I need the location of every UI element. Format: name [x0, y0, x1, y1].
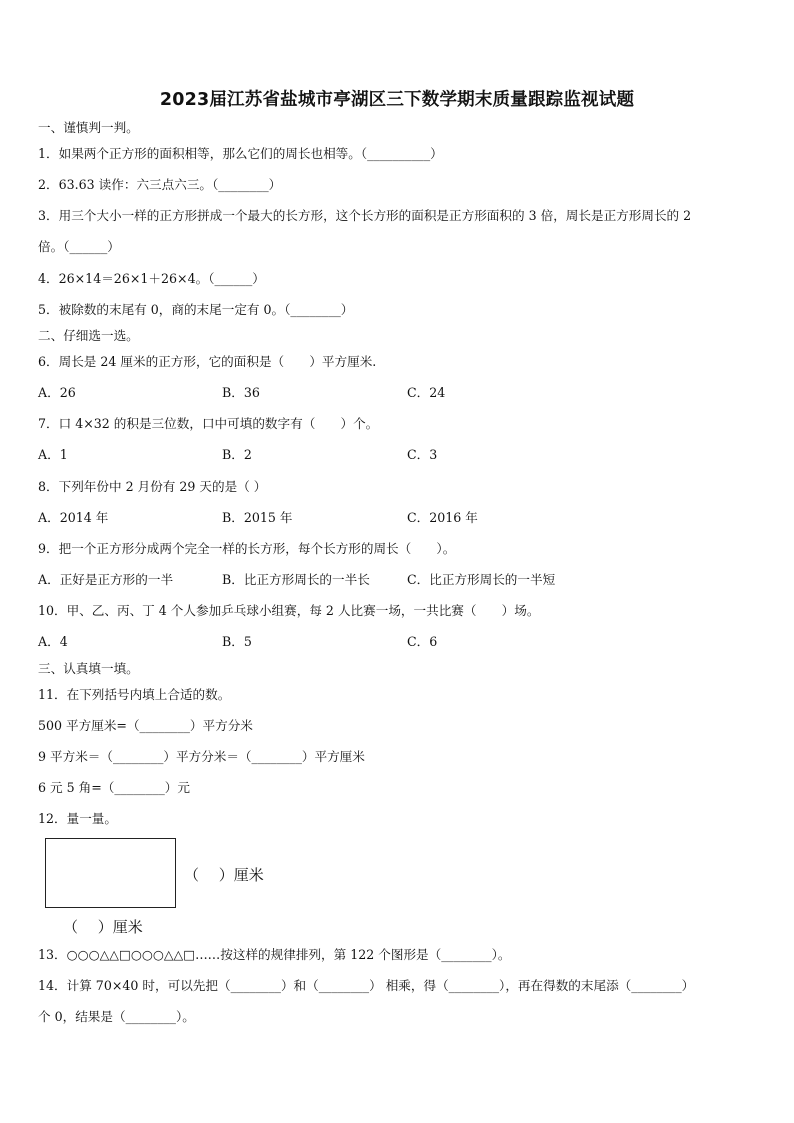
q7-option-a: A．1 [38, 447, 68, 462]
q9-option-c: C．比正方形周长的一半短 [407, 572, 556, 587]
question-10: 10．甲、乙、丙、丁 4 个人参加乒乓球小组赛，每 2 人比赛一场，一共比赛（ ）场。 [38, 603, 540, 618]
q7-option-c: C．3 [407, 447, 438, 462]
question-11-line-1: 500 平方厘米=（________）平方分米 [38, 718, 253, 733]
q10-option-b: B．5 [222, 634, 252, 649]
question-3-line-2: 倍。（______） [38, 239, 120, 254]
section-heading-judge: 一、谨慎判一判。 [38, 120, 139, 135]
question-1: 1．如果两个正方形的面积相等，那么它们的周长也相等。（__________） [38, 146, 443, 161]
q6-option-a: A．26 [38, 385, 76, 400]
q8-option-b: B．2015 年 [222, 510, 293, 525]
q9-option-b: B．比正方形周长的一半长 [222, 572, 370, 587]
question-14-line-2: 个 0，结果是（________）。 [38, 1009, 195, 1024]
question-13: 13．○○○△△□○○○△△□……按这样的规律排列，第 122 个图形是（________）。 [38, 947, 511, 962]
question-7: 7．口 4×32 的积是三位数，口中可填的数字有（ ）个。 [38, 416, 379, 431]
q10-option-a: A．4 [38, 634, 68, 649]
question-14-line-1: 14．计算 70×40 时，可以先把（________）和（________） 相乘，得（________），再在得数的末尾添（________） [38, 978, 695, 993]
question-11: 11．在下列括号内填上合适的数。 [38, 687, 231, 702]
q9-option-a: A．正好是正方形的一半 [38, 572, 174, 587]
question-3-line-1: 3．用三个大小一样的正方形拼成一个最大的长方形，这个长方形的面积是正方形面积的 3 倍，周长是正方形周长的 2 [38, 208, 692, 223]
q10-option-c: C．6 [407, 634, 438, 649]
question-11-line-3: 6 元 5 角=（________）元 [38, 780, 190, 795]
q7-option-b: B．2 [222, 447, 252, 462]
q6-option-c: C．24 [407, 385, 446, 400]
page-title: 2023届江苏省盐城市亭湖区三下数学期末质量跟踪监视试题 [159, 90, 635, 110]
question-5: 5．被除数的末尾有 0，商的末尾一定有 0。（________） [38, 302, 354, 317]
question-9: 9．把一个正方形分成两个完全一样的长方形，每个长方形的周长（ ）。 [38, 541, 456, 556]
section-heading-choose: 二、仔细选一选。 [38, 328, 139, 343]
section-heading-fill: 三、认真填一填。 [38, 661, 139, 676]
question-12: 12．量一量。 [38, 811, 117, 826]
question-11-line-2: 9 平方米＝（________）平方分米＝（________）平方厘米 [38, 749, 365, 764]
rectangle-width-blank: （ ）厘米 [63, 918, 143, 936]
measure-rectangle [45, 838, 176, 908]
question-2: 2．63.63 读作：六三点六三。（________） [38, 177, 282, 192]
q8-option-a: A．2014 年 [38, 510, 109, 525]
question-6: 6．周长是 24 厘米的正方形，它的面积是（ ）平方厘米. [38, 354, 377, 369]
q6-option-b: B．36 [222, 385, 260, 400]
q8-option-c: C．2016 年 [407, 510, 478, 525]
rectangle-height-blank: （ ）厘米 [184, 866, 264, 884]
question-8: 8．下列年份中 2 月份有 29 天的是（ ） [38, 479, 267, 494]
question-4: 4．26×14＝26×1＋26×4。（______） [38, 271, 265, 286]
